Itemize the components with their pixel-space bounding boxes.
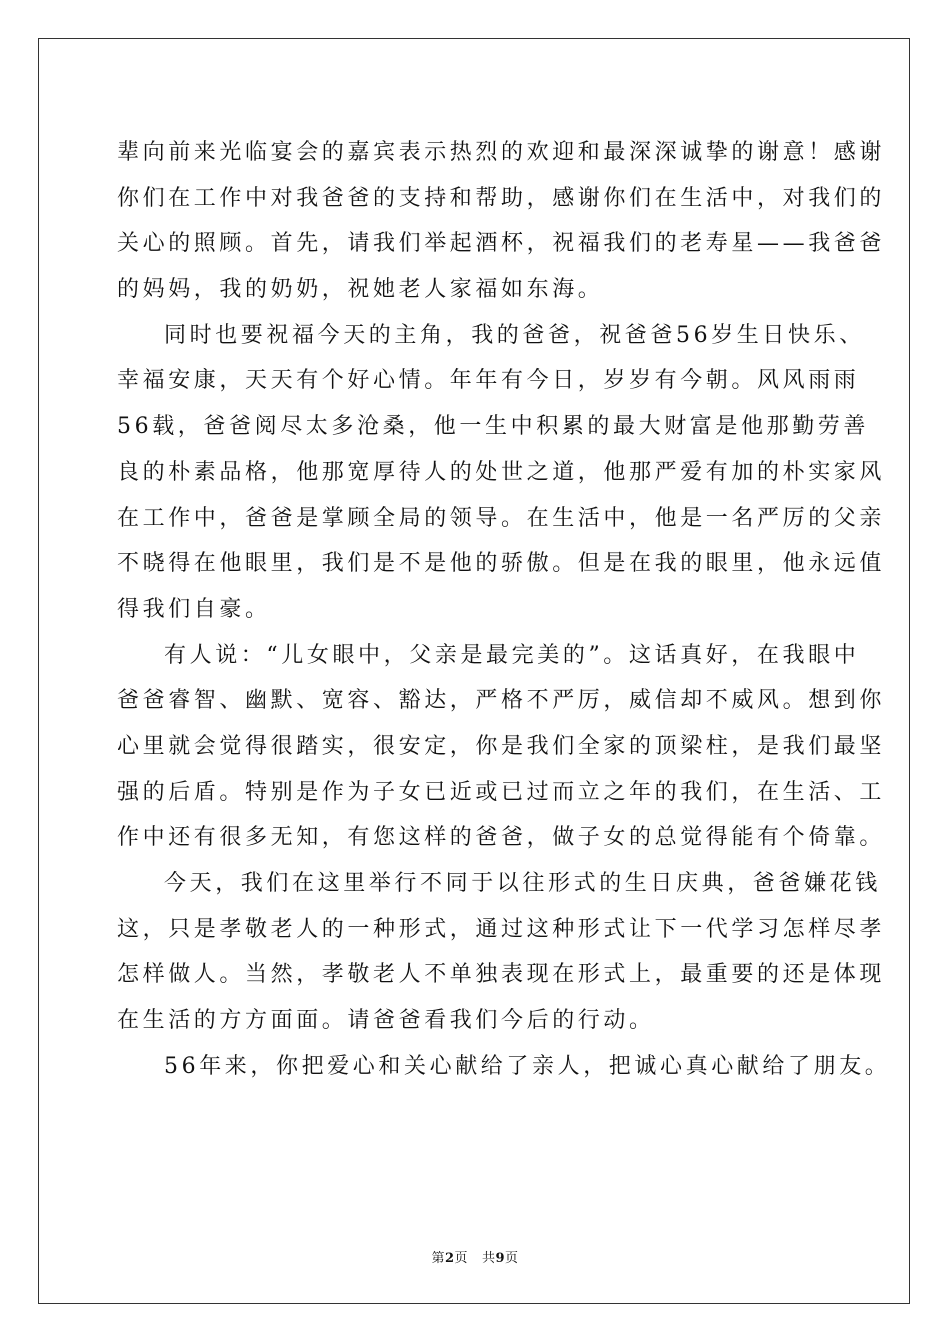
- total-suffix: 页: [505, 1251, 519, 1266]
- text-line: 56载，爸爸阅尽太多沧桑，他一生中积累的最大财富是他那勤劳善: [117, 414, 869, 440]
- total-pages: 9: [495, 1251, 506, 1266]
- text-line: 不晓得在他眼里，我们是不是他的骄傲。但是在我的眼里，他永远值: [117, 551, 886, 577]
- paragraph-start-line: 同时也要祝福今天的主角，我的爸爸，祝爸爸56岁生日快乐、: [164, 322, 865, 348]
- text-line: 心里就会觉得很踏实，很安定，你是我们全家的顶梁柱，是我们最坚: [117, 733, 886, 759]
- text-line: 这，只是孝敬老人的一种形式，通过这种形式让下一代学习怎样尽孝: [117, 916, 886, 942]
- page-footer: [0, 1247, 950, 1266]
- text-line: 在生活的方方面面。请爸爸看我们今后的行动。: [117, 1008, 655, 1034]
- page-suffix: 页: [454, 1251, 469, 1266]
- text-line: 良的朴素品格，他那宽厚待人的处世之道，他那严爱有加的朴实家风: [117, 459, 886, 485]
- paragraph-start-line: 有人说：“儿女眼中，父亲是最完美的”。这话真好，在我眼中: [164, 642, 860, 668]
- text-line: 关心的照顾。首先，请我们举起酒杯，祝福我们的老寿星——我爸爸: [117, 231, 886, 257]
- page-number: 2: [444, 1251, 455, 1266]
- paragraph-start-line: 56年来，你把爱心和关心献给了亲人，把诚心真心献给了朋友。: [164, 1053, 891, 1079]
- text-line: 作中还有很多无知，有您这样的爸爸，做子女的总觉得能有个倚靠。: [117, 825, 886, 851]
- text-line: 怎样做人。当然，孝敬老人不单独表现在形式上，最重要的还是体现: [117, 962, 886, 988]
- text-line: 强的后盾。特别是作为子女已近或已过而立之年的我们，在生活、工: [117, 779, 886, 805]
- text-line: 你们在工作中对我爸爸的支持和帮助，感谢你们在生活中，对我们的: [117, 185, 886, 211]
- text-line: 在工作中，爸爸是掌顾全局的领导。在生活中，他是一名严厉的父亲: [117, 505, 886, 531]
- total-prefix: 共: [481, 1251, 496, 1266]
- text-line: 幸福安康，天天有个好心情。年年有今日，岁岁有今朝。风风雨雨: [117, 368, 860, 394]
- text-line: 得我们自豪。: [117, 596, 271, 622]
- paragraph-start-line: 今天，我们在这里举行不同于以往形式的生日庆典，爸爸嫌花钱: [164, 871, 881, 896]
- text-line: 辈向前来光临宴会的嘉宾表示热烈的欢迎和最深深诚挚的谢意！感谢: [117, 140, 886, 165]
- text-line: 爸爸睿智、幽默、宽容、豁达，严格不严厉，威信却不威风。想到你: [117, 688, 886, 714]
- page-prefix: 第: [431, 1251, 445, 1266]
- document-body: [117, 130, 891, 1089]
- text-line: 的妈妈，我的奶奶，祝她老人家福如东海。: [117, 277, 604, 303]
